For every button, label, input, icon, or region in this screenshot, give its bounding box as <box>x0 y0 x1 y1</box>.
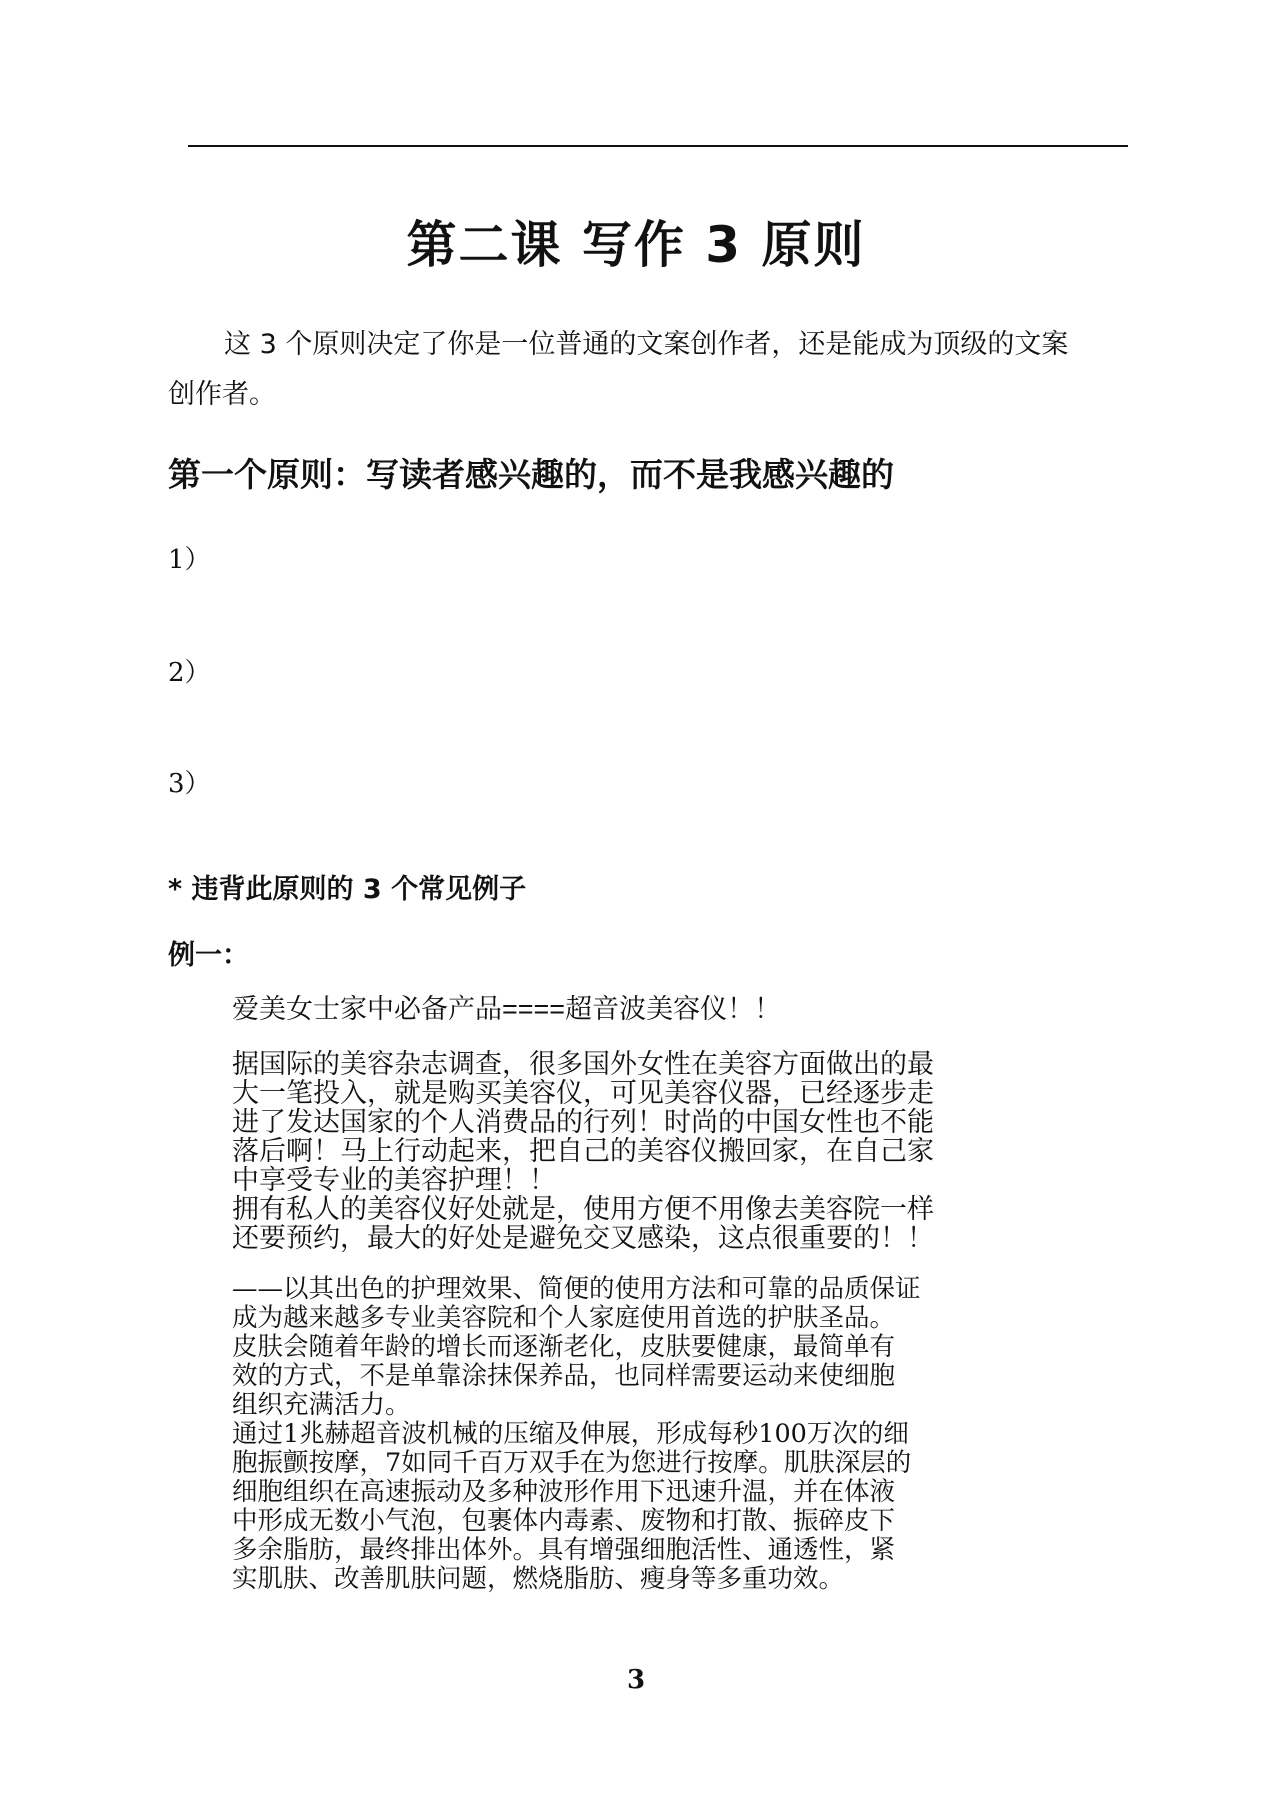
quote-line: 效的方式，不是单靠涂抹保养品，也同样需要运动来使细胞 <box>232 1361 896 1391</box>
quote-line: 多余脂肪，最终排出体外。具有增强细胞活性、通透性，紧 <box>232 1535 896 1565</box>
quote-line: 细胞组织在高速振动及多种波形作用下迅速升温，并在体液 <box>232 1477 896 1507</box>
quote-line: 还要预约，最大的好处是避免交叉感染，这点很重要的！！ <box>232 1223 934 1253</box>
quote-line: 中享受专业的美容护理！！ <box>232 1165 556 1195</box>
quote-line: 拥有私人的美容仪好处就是，使用方便不用像去美容院一样 <box>232 1194 934 1224</box>
quote-line: ——以其出色的护理效果、简便的使用方法和可靠的品质保证 <box>232 1274 921 1304</box>
quote-line: 中形成无数小气泡，包裹体内毒素、废物和打散、振碎皮下 <box>232 1506 896 1536</box>
quote-line: 大一笔投入，就是购买美容仪，可见美容仪器，已经逐步走 <box>232 1078 934 1108</box>
quote-line: 据国际的美容杂志调查，很多国外女性在美容方面做出的最 <box>232 1049 934 1079</box>
list-item-2: 2） <box>168 658 211 688</box>
header-rule <box>188 145 1128 147</box>
quote-line: 通过1兆赫超音波机械的压缩及伸展，形成每秒100万次的细 <box>232 1419 909 1449</box>
intro-line-1: 这 3 个原则决定了你是一位普通的文案创作者，还是能成为顶级的文案 <box>224 329 1069 360</box>
quote-line: 进了发达国家的个人消费品的行列！时尚的中国女性也不能 <box>232 1107 934 1137</box>
subheading: * 违背此原则的 3 个常见例子 <box>168 874 527 905</box>
intro-paragraph <box>168 320 1128 420</box>
quote-line: 落后啊！马上行动起来，把自己的美容仪搬回家，在自己家 <box>232 1136 934 1166</box>
quote-line: 胞振颤按摩，7如同千百万双手在为您进行按摩。肌肤深层的 <box>232 1448 912 1478</box>
page-number: 3 <box>626 1665 646 1695</box>
intro-line-2: 创作者。 <box>168 379 276 410</box>
quote-line: 实肌肤、改善肌肤问题，燃烧脂肪、瘦身等多重功效。 <box>232 1564 845 1594</box>
example-quote <box>232 990 1052 1594</box>
lesson-title: 第二课 写作 3 原则 <box>406 216 866 274</box>
quote-paragraph-2 <box>232 1275 1052 1594</box>
quote-paragraph-1 <box>232 1050 1052 1253</box>
list-item-3: 3） <box>168 769 211 799</box>
quote-line: 组织充满活力。 <box>232 1390 411 1420</box>
quote-headline: 爱美女士家中必备产品====超音波美容仪！！ <box>232 994 782 1024</box>
list-item-1: 1） <box>168 545 211 575</box>
principle-heading: 第一个原则：写读者感兴趣的，而不是我感兴趣的 <box>168 455 894 494</box>
example-label: 例一： <box>168 940 249 971</box>
quote-line: 成为越来越多专业美容院和个人家庭使用首选的护肤圣品。 <box>232 1303 896 1333</box>
quote-line: 皮肤会随着年龄的增长而逐渐老化，皮肤要健康，最简单有 <box>232 1332 896 1362</box>
